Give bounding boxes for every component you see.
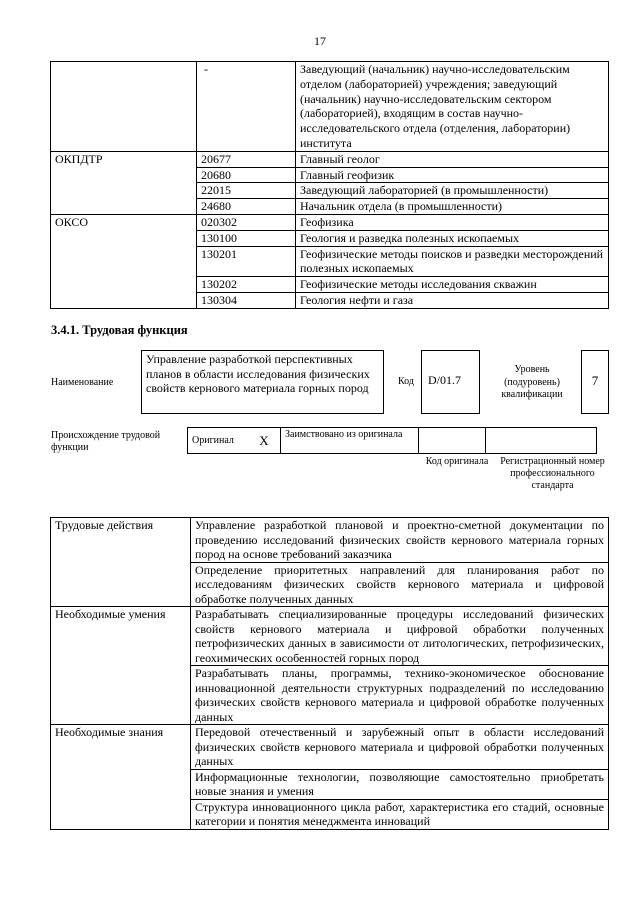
classifier-code: - xyxy=(197,62,296,152)
skills-label: Необходимые умения xyxy=(51,607,191,725)
original-label: Оригинал xyxy=(188,428,249,454)
origin-label: Происхождение трудовой функции xyxy=(51,430,161,453)
classifier-code: 130304 xyxy=(197,292,296,308)
function-name-label: Наименование xyxy=(51,377,114,388)
table-row xyxy=(51,518,609,563)
registration-number-cell xyxy=(486,428,597,454)
classifier-code: 22015 xyxy=(197,183,296,199)
classifier-title: Главный геофизик xyxy=(296,167,609,183)
knowledge-item: Структура инновационного цикла работ, характеристика его стадий, основные категории и понятия менеджмента инноваций xyxy=(191,799,609,829)
classifier-code: 24680 xyxy=(197,199,296,215)
skill-item: Разрабатывать специализированные процедуры исследований физических свойств кернового материала и цифровой обработки полученных петрофизических данных в зависимости от литологических, петрофизических, геохимических особенностей горных пород xyxy=(191,607,609,666)
action-item: Управление разработкой плановой и проектно-сметной документации по проведению исследований физических свойств кернового материала горных пород на основе требований заказчика xyxy=(191,518,609,563)
classifier-title: Геология и разведка полезных ископаемых xyxy=(296,230,609,246)
function-name-value: Управление разработкой перспективных планов в области исследования физических свойств кернового материала горных пород xyxy=(141,350,384,414)
classifier-code: 20677 xyxy=(197,151,296,167)
qualification-level-value: 7 xyxy=(581,350,609,414)
knowledge-item: Передовой отечественный и зарубежный опыт в области исследований физических свойств кернового материала и цифровой обработки полученных данных xyxy=(191,725,609,770)
classifier-name xyxy=(51,62,197,152)
classifier-code: 20680 xyxy=(197,167,296,183)
table-row xyxy=(51,62,609,152)
classifier-title: Геофизика xyxy=(296,214,609,230)
classifier-title: Геофизические методы исследования скважин xyxy=(296,277,609,293)
classifier-title: Заведующий лабораторией (в промышленности) xyxy=(296,183,609,199)
original-code-caption: Код оригинала xyxy=(425,456,489,467)
knowledge-label: Необходимые знания xyxy=(51,725,191,830)
page-number: 17 xyxy=(314,34,326,48)
actions-label: Трудовые действия xyxy=(51,518,191,607)
original-mark: X xyxy=(248,428,281,454)
table-row xyxy=(188,428,597,454)
function-code-value: D/01.7 xyxy=(421,350,480,414)
classifier-code: 130201 xyxy=(197,246,296,277)
table-row xyxy=(51,214,609,230)
classifier-name: ОКСО xyxy=(51,214,197,308)
function-details-table xyxy=(50,517,609,830)
classifier-title: Главный геолог xyxy=(296,151,609,167)
classifier-title: Начальник отдела (в промышленности) xyxy=(296,199,609,215)
classifier-title: Геофизические методы поисков и разведки месторождений полезных ископаемых xyxy=(296,246,609,277)
classifier-table xyxy=(50,61,609,309)
table-row xyxy=(51,151,609,167)
classifier-title: Геология нефти и газа xyxy=(296,292,609,308)
original-code-cell xyxy=(419,428,486,454)
skill-item: Разрабатывать планы, программы, технико-экономическое обоснование инновационной деятельности структурных подразделений по исследованию физических свойств кернового материала и цифровой обработке полученных данных xyxy=(191,666,609,725)
classifier-code: 020302 xyxy=(197,214,296,230)
knowledge-item: Информационные технологии, позволяющие самостоятельно приобретать новые знания и умения xyxy=(191,769,609,799)
classifier-code: 130202 xyxy=(197,277,296,293)
function-code-label: Код xyxy=(398,376,414,387)
registration-number-caption: Регистрационный номер профессионального стандарта xyxy=(500,456,605,491)
classifier-name: ОКПДТР xyxy=(51,151,197,214)
section-heading: 3.4.1. Трудовая функция xyxy=(51,323,188,337)
qualification-level-label: Уровень (подуровень) квалификации xyxy=(501,364,563,400)
action-item: Определение приоритетных направлений для планирования работ по исследованиям физических свойств кернового материала и цифровой обработке полученных данных xyxy=(191,562,609,607)
table-row xyxy=(51,725,609,770)
classifier-title: Заведующий (начальник) научно-исследовательским отделом (лабораторией) учреждения; заведующий (начальник) научно-исследовательским сектором (лабораторией), входящим в состав научно-исследовательского отдела (отделения, лаборатории) института xyxy=(296,62,609,152)
borrowed-label: Заимствовано из оригинала xyxy=(281,428,419,454)
table-row xyxy=(51,607,609,666)
classifier-code: 130100 xyxy=(197,230,296,246)
origin-table xyxy=(187,427,597,454)
